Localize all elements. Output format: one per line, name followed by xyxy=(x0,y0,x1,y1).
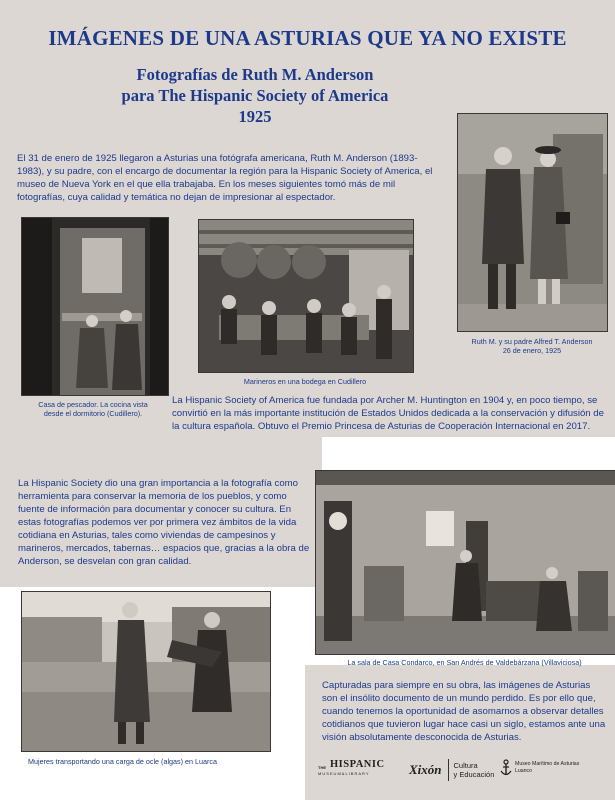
subtitle-line-1: Fotografías de Ruth M. Anderson xyxy=(136,65,374,84)
women-caption: Mujeres transportando una carga de ocle (algas) en Luarca xyxy=(28,757,217,766)
maritime-museum-logo xyxy=(500,759,612,777)
room-photo xyxy=(315,470,615,655)
portrait-caption-line-2: 26 de enero, 1925 xyxy=(502,346,562,355)
intro-paragraph: El 31 de enero de 1925 llegaron a Asturias una fotógrafa americana, Ruth M. Anderson (1893-1983), y su padre, con el encargo de documentar la región para la Hispanic Society of America, el museo de Nueva York en el que ella trabajaba. En los meses siguientes tomó más de mil fotografías, cuya calidad y temática no dejan de impresionar al espectador. xyxy=(17,153,433,203)
sailors-caption: Marineros en una bodega en Cudillero xyxy=(243,377,367,386)
kitchen-photo xyxy=(21,217,169,396)
room-caption: La sala de Casa Condarco, en San Andrés de Valdebárzana (Villaviciosa) xyxy=(347,658,582,667)
subtitle-line-3: 1925 xyxy=(238,107,272,126)
culture-logo xyxy=(454,761,495,779)
hispanic-logo-prefix: THE xyxy=(318,765,326,770)
hispanic-logo-name: HISPANIC xyxy=(330,759,385,770)
page-subtitle xyxy=(60,64,450,127)
xixon-logo-divider xyxy=(448,759,449,781)
xixon-logo xyxy=(409,759,499,781)
hispanic-logo-sub: MUSEUM&LIBRARY xyxy=(318,771,370,776)
museum-line-2: Luanco xyxy=(515,768,533,774)
portrait-caption-line-1: Ruth M. y su padre Alfred T. Anderson xyxy=(471,337,593,346)
importance-paragraph: La Hispanic Society dio una gran importancia a la fotografía como herramienta para conservar la memoria de los pueblos, y como fuente de información para documentar y conocer su cultura. En estas fotografías podemos ver por primera vez ámbitos de la vida cotidiana en Asturias, tales como viviendas de campesinos y marineros, mercados, tabernas… espacios que, gracias a la obra de Anderson, se desvelan con gran calidad. xyxy=(18,478,310,567)
kitchen-caption-line-1: Casa de pescador. La cocina vista xyxy=(38,400,148,409)
closing-paragraph: Capturadas para siempre en su obra, las imágenes de Asturias son el insólito documento de un mundo perdido. Es por ello que, cuando tenemos la oportunidad de asomarnos a observar detalles cotidianos que tuvieron lugar hace casi un siglo, estamos ante una visión absolutamente desconocida de Asturias. xyxy=(322,680,606,743)
xixon-logo-text: Xixón xyxy=(409,762,442,777)
anchor-icon xyxy=(500,759,512,777)
culture-line-1: Cultura xyxy=(453,761,478,770)
hispanic-society-logo xyxy=(318,760,398,776)
page-title: IMÁGENES DE UNA ASTURIAS QUE YA NO EXISTE xyxy=(48,26,567,50)
women-photo xyxy=(21,591,271,752)
kitchen-caption-line-2: desde el dormitorio (Cudillero). xyxy=(43,409,143,418)
sailors-photo xyxy=(198,219,414,373)
portrait-caption xyxy=(449,337,615,355)
society-paragraph: La Hispanic Society of America fue fundada por Archer M. Huntington en 1904 y, en poco tiempo, se convirtió en la más importante institución de Estados Unidos dedicada a la conservación y difusión de la cultura española. Obtuvo el Premio Princesa de Asturias de Cooperación Internacional en 2017. xyxy=(172,395,604,432)
museum-line-1: Museo Marítimo de Asturias xyxy=(515,761,580,767)
portrait-photo xyxy=(457,113,608,332)
subtitle-line-2: para The Hispanic Society of America xyxy=(121,86,389,105)
culture-line-2: y Educación xyxy=(453,770,495,779)
kitchen-caption xyxy=(18,400,168,418)
